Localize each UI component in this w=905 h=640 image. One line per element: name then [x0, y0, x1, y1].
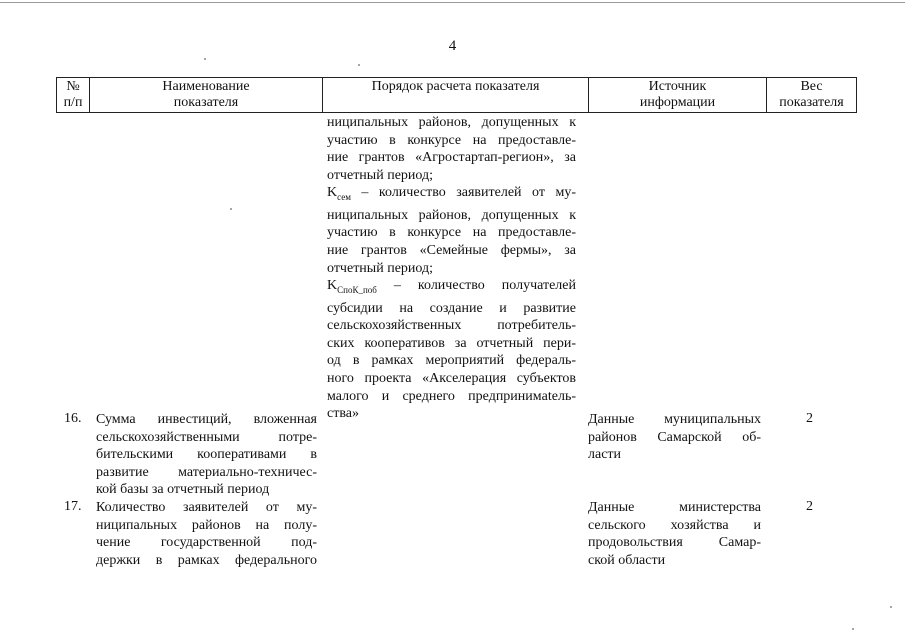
- header-col-weight: Вес показателя: [779, 79, 844, 110]
- header-col-calculation: Порядок расчета показателя: [323, 78, 589, 112]
- calc-line: отчетный период;: [327, 260, 434, 276]
- calc-line: од в рамках мероприятий федераль-: [327, 353, 576, 369]
- header-col-source: Источник информации: [589, 78, 767, 112]
- calc-line: ние грантов «Агростартап-регион», за: [327, 150, 576, 166]
- k-sem-definition: $K_{сем}$ – количество заявителей от му-: [327, 185, 576, 203]
- calc-line: ниципальных районов, допущенных к: [327, 115, 576, 130]
- scan-speck: [204, 58, 206, 60]
- row-16-number: 16.: [64, 411, 82, 426]
- scan-speck: [230, 208, 232, 210]
- row-17-name: Количество заявителей от му- ниципальных районов на полу- чение государственной под- держки в рамках федерального: [96, 500, 317, 568]
- calc-line: малого и среднего предпринимatель-: [327, 388, 576, 404]
- page-number: 4: [448, 38, 457, 54]
- scan-edge-line: [0, 2, 905, 3]
- calc-line: участию в конкурсе на предоставле-: [327, 132, 576, 148]
- header-col-name: Наименование показателя: [90, 78, 323, 112]
- calc-line: участию в конкурсе на предоставле-: [327, 225, 576, 241]
- calculation-continuation: [327, 114, 576, 423]
- calc-line: ние грантов «Семейные фермы», за: [327, 242, 576, 258]
- calc-line: сельскохозяйственных потребитель-: [327, 318, 576, 334]
- row-17-weight: 2: [806, 499, 813, 514]
- row-17-source: Данные министерства сельского хозяйства и продовольствия Самар- ской области: [588, 500, 761, 568]
- calc-line: субсидии на создание и развитие: [327, 300, 576, 316]
- k-spok-definition: $K_{СпоК\_поб}$ – количество получателей: [327, 278, 576, 295]
- calc-line: ства»: [327, 406, 359, 422]
- row-17-number: 17.: [64, 499, 82, 514]
- scan-speck: [358, 64, 360, 66]
- scan-speck: [890, 606, 892, 608]
- header-col-number: № п/п: [57, 78, 90, 112]
- row-16-source: Данные муниципальных районов Самарской об- ласти: [588, 412, 761, 463]
- table-header: [56, 77, 857, 113]
- calc-line: ного проекта «Акселерация субъектов: [327, 370, 576, 386]
- scan-speck: [852, 628, 854, 630]
- row-16-weight: 2: [806, 411, 813, 426]
- row-16-name: Сумма инвестиций, вложенная сельскохозяйственными потре- бительскими кооперативами в развитие материально-техничес- кой базы за отчетный период: [96, 412, 317, 498]
- calc-line: ниципальных районов, допущенных к: [327, 207, 576, 223]
- calc-line: отчетный период;: [327, 167, 434, 183]
- calc-line: ских кооперативов за отчетный пери-: [327, 335, 576, 351]
